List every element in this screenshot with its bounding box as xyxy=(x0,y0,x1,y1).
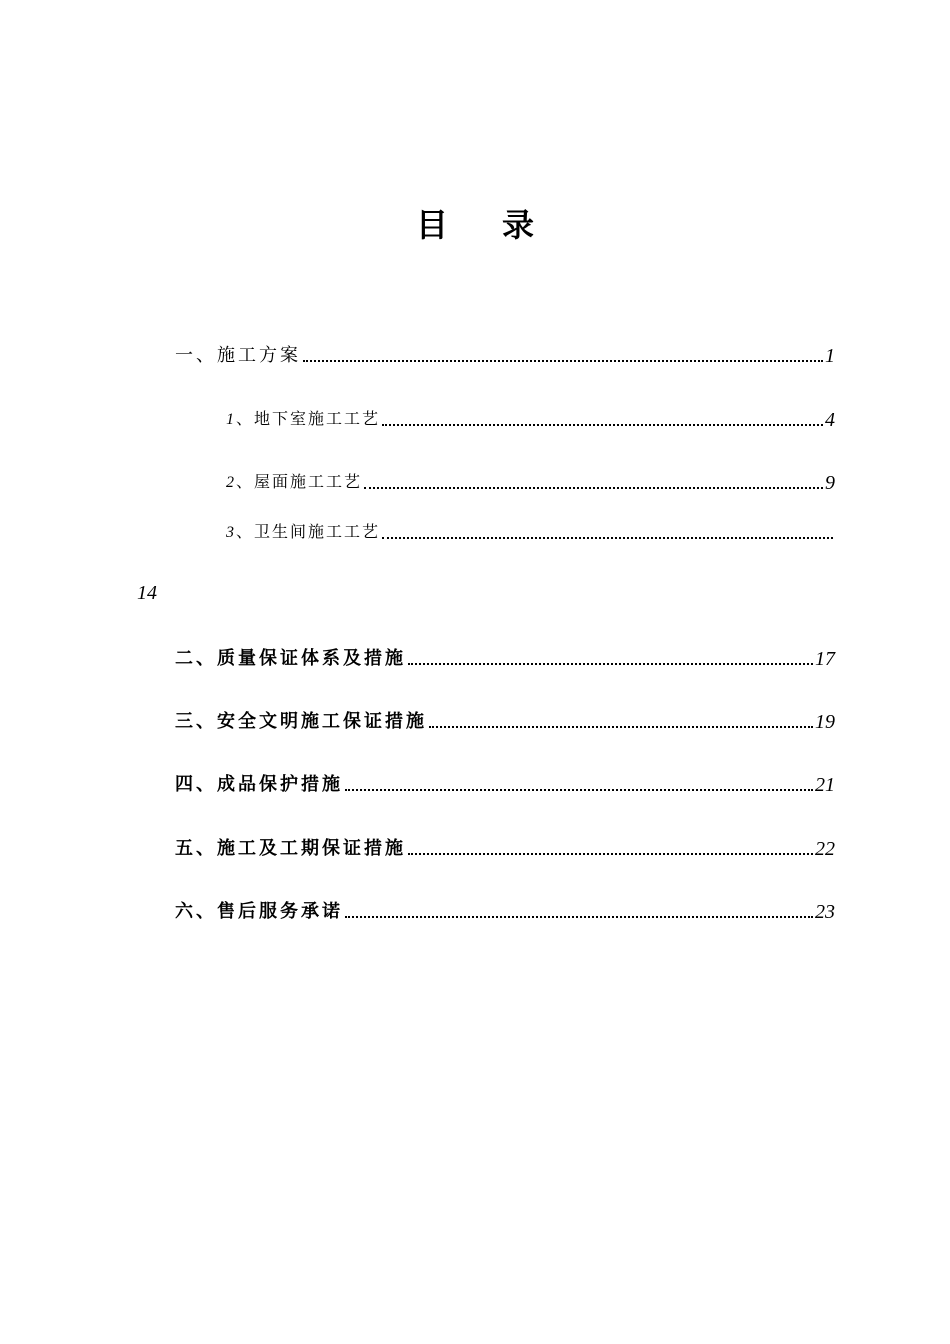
toc-leader xyxy=(408,853,813,855)
toc-entry-1-3[interactable] xyxy=(226,517,835,545)
toc-entry-5[interactable] xyxy=(175,833,835,861)
page-title xyxy=(0,200,950,246)
toc-page-number: 4 xyxy=(825,409,835,431)
toc-leader xyxy=(303,360,823,362)
toc-entry-6[interactable] xyxy=(175,896,835,924)
toc-page-number: 19 xyxy=(815,711,835,733)
toc-entry-1[interactable] xyxy=(175,340,835,368)
toc-page-number: 1 xyxy=(825,345,835,367)
toc-page-number: 9 xyxy=(825,472,835,494)
title-char-1: 目 xyxy=(415,206,448,244)
toc-entry-number: 1 xyxy=(226,411,236,428)
toc-page-number: 21 xyxy=(815,774,835,796)
toc-entry-1-1[interactable] xyxy=(226,404,835,432)
toc-entry-label: 二、质量保证体系及措施 xyxy=(175,648,406,669)
toc-entry-1-2[interactable] xyxy=(226,467,835,495)
toc-entry-number: 3 xyxy=(226,524,236,541)
toc-entry-label: 、地下室施工工艺 xyxy=(236,409,381,428)
toc-leader xyxy=(429,726,813,728)
toc-leader xyxy=(345,916,813,918)
toc-entry-3[interactable] xyxy=(175,706,835,734)
toc-leader xyxy=(382,424,823,426)
toc-entry-number: 2 xyxy=(226,474,236,491)
toc-leader xyxy=(382,537,833,539)
toc-entry-label: 五、施工及工期保证措施 xyxy=(175,838,406,859)
toc-entry-label: 、屋面施工工艺 xyxy=(236,472,363,491)
toc-entry-label: 、卫生间施工工艺 xyxy=(236,522,381,541)
toc-entry-4[interactable] xyxy=(175,769,835,797)
toc-entry-label: 三、安全文明施工保证措施 xyxy=(175,711,427,732)
toc-page-number-wrapped: 14 xyxy=(137,582,157,604)
toc-entry-2[interactable] xyxy=(175,643,835,671)
toc-page-number: 17 xyxy=(815,648,835,670)
toc-page-number: 23 xyxy=(815,901,835,923)
toc-leader xyxy=(345,789,813,791)
toc-page-number: 22 xyxy=(815,838,835,860)
toc-leader xyxy=(408,663,813,665)
toc-entry-label: 六、售后服务承诺 xyxy=(175,901,343,922)
toc-leader xyxy=(364,487,823,489)
toc-entry-label: 四、成品保护措施 xyxy=(175,774,343,795)
toc-entry-label: 一、施工方案 xyxy=(175,345,301,366)
title-char-2: 录 xyxy=(502,206,535,244)
